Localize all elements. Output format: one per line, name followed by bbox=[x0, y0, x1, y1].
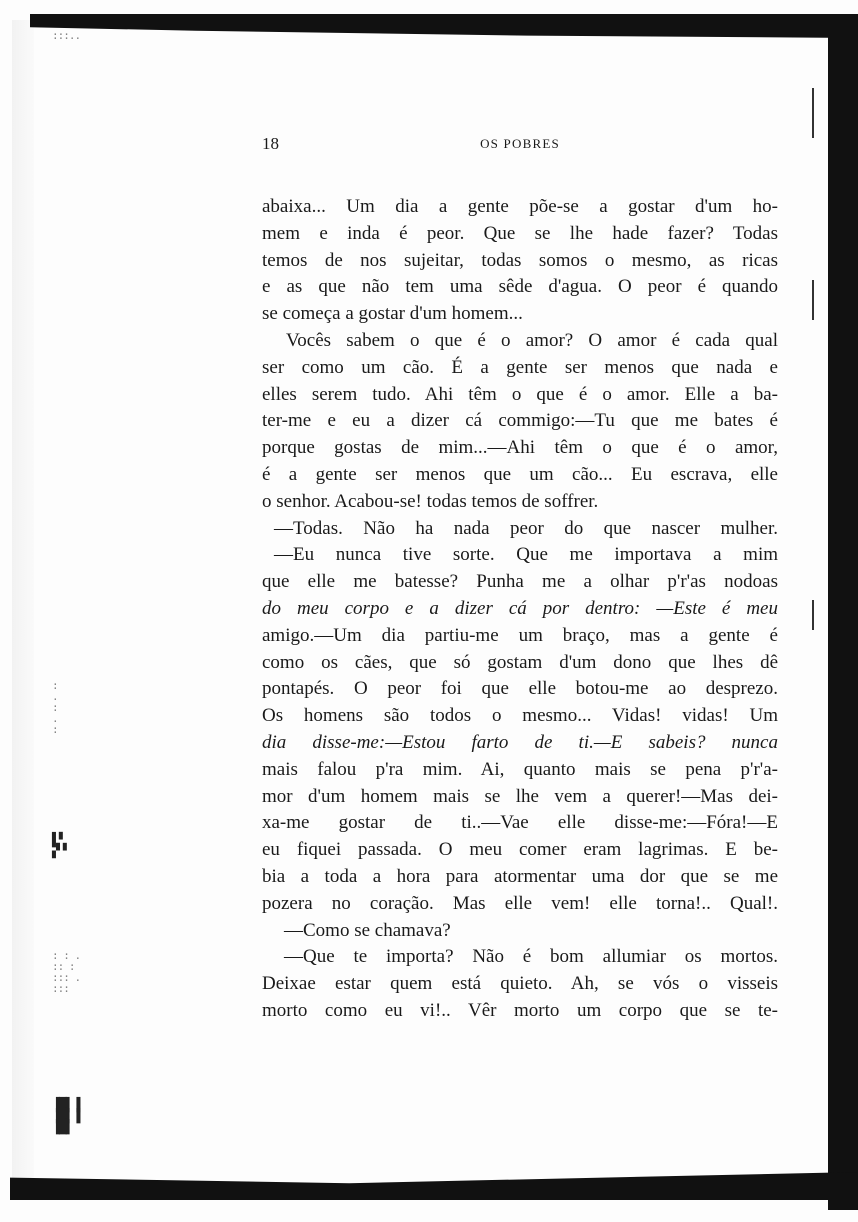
text-line: se começa a gostar d'um homem... bbox=[262, 303, 523, 325]
bleed-mark: : : . :: : ::: . ::: bbox=[52, 949, 81, 995]
text-line: —Que te importa? Não é bom allumiar os mortos. bbox=[284, 946, 778, 968]
text-line: como os cães, que só gostam d'um dono que lhes dê bbox=[262, 651, 778, 673]
text-line: morto como eu vi!.. Vêr morto um corpo que se te- bbox=[262, 999, 778, 1021]
text-line: xa-me gostar de ti..—Vae elle disse-me:—Fóra!—E bbox=[262, 812, 778, 834]
text-line: bia a toda a hora para atormentar uma dor que se me bbox=[262, 865, 778, 887]
bleed-mark: ▐█▌▐ ▐█▌▐ ▐█▌ bbox=[52, 1098, 80, 1135]
text-line: dia disse-me:—Estou farto de ti.—E sabeis? nunca bbox=[262, 731, 778, 753]
text-line: mais falou p'ra mim. Ai, quanto mais se pena p'r'a- bbox=[262, 758, 778, 780]
margin-rule bbox=[812, 88, 814, 138]
text-line: e as que não tem uma sêde d'agua. O peor é quando bbox=[262, 276, 778, 298]
scan-right-border bbox=[828, 20, 858, 1210]
text-line: que elle me batesse? Punha me a olhar p'r'as nodoas bbox=[262, 571, 778, 593]
scan-bottom-border bbox=[10, 1172, 858, 1200]
text-line: Vocês sabem o que é o amor? O amor é cada qual bbox=[286, 329, 778, 351]
text-line: ser como um cão. É a gente ser menos que nada e bbox=[262, 356, 778, 378]
text-line: —Todas. Não ha nada peor do que nascer mulher. bbox=[274, 517, 778, 539]
text-line: o senhor. Acabou-se! todas temos de soffrer. bbox=[262, 490, 599, 512]
page-number: 18 bbox=[262, 134, 279, 153]
margin-rule bbox=[812, 600, 814, 630]
body-text bbox=[262, 194, 778, 1025]
page-header bbox=[262, 134, 778, 156]
text-line: elles serem tudo. Ahi têm o que é o amor. Elle a ba- bbox=[262, 383, 778, 405]
bleed-mark: : . : . : bbox=[52, 679, 58, 736]
margin-rule bbox=[812, 280, 814, 320]
text-line: amigo.—Um dia partiu-me um braço, mas a gente é bbox=[262, 624, 778, 646]
text-line: Os homens são todos o mesmo... Vidas! vidas! Um bbox=[262, 705, 778, 727]
bleed-mark: :::.. bbox=[52, 29, 81, 42]
text-line: Deixae estar quem está quieto. Ah, se vós o visseis bbox=[262, 973, 778, 995]
text-line: —Eu nunca tive sorte. Que me importava a mim bbox=[274, 544, 778, 566]
scan-left-shadow bbox=[12, 20, 34, 1185]
text-line: mem e inda é peor. Que se lhe hade fazer? Todas bbox=[262, 222, 778, 244]
running-title: OS POBRES bbox=[480, 136, 560, 151]
text-line: é a gente ser menos que um cão... Eu escrava, elle bbox=[262, 463, 778, 485]
text-line: —Como se chamava? bbox=[284, 919, 451, 941]
text-line: pontapés. O peor foi que elle botou-me ao desprezo. bbox=[262, 678, 778, 700]
text-line: abaixa... Um dia a gente põe-se a gostar d'um ho- bbox=[262, 196, 778, 217]
text-line: mor d'um homem mais se lhe vem a querer!—Mas dei- bbox=[262, 785, 778, 807]
text-line: eu fiquei passada. O meu comer eram lagrimas. E be- bbox=[262, 839, 778, 861]
bleed-mark: ▌▘ ▞▝ bbox=[52, 833, 66, 859]
text-line: temos de nos sujeitar, todas somos o mesmo, as ricas bbox=[262, 249, 778, 271]
text-line: ter-me e eu a dizer cá commigo:—Tu que me bates é bbox=[262, 410, 778, 432]
text-line: porque gostas de mim...—Ahi têm o que é o amor, bbox=[262, 437, 778, 459]
text-line: do meu corpo e a dizer cá por dentro: —Este é meu bbox=[262, 597, 778, 619]
scan-top-border bbox=[30, 14, 858, 38]
text-line: pozera no coração. Mas elle vem! elle torna!.. Qual!. bbox=[262, 892, 778, 914]
